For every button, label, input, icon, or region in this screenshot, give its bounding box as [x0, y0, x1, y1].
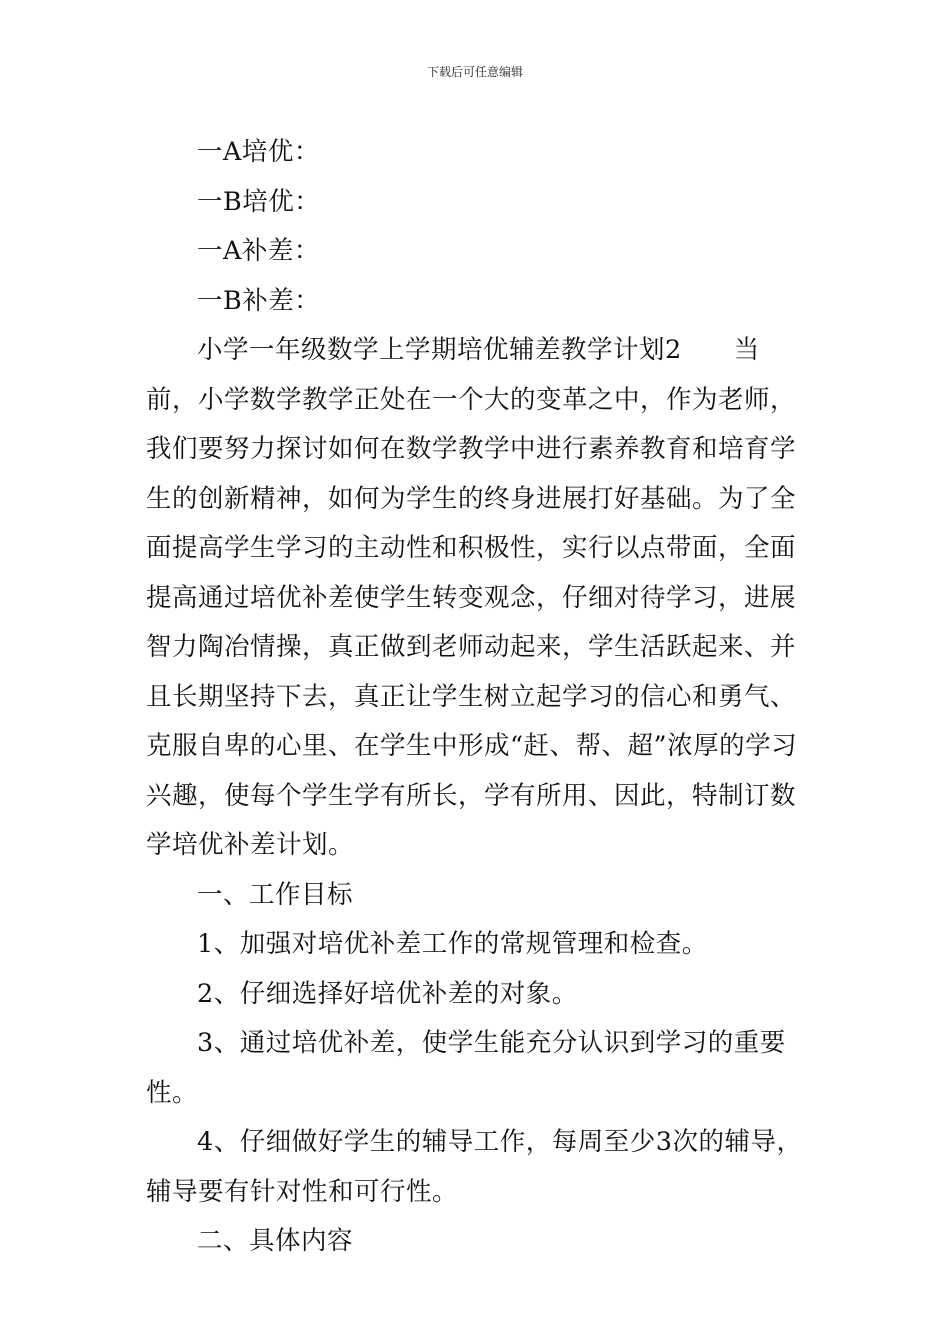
line-b-peiyou: 一B培优：	[197, 186, 321, 217]
page-header: 下载后可任意编辑	[426, 65, 523, 79]
plan-title: 小学一年级数学上学期培优辅差教学计划2	[197, 335, 682, 365]
goal-item-3: 3、通过培优补差，使学生能充分认识到学习的重要性。	[146, 1028, 786, 1108]
document-body	[146, 128, 806, 1267]
section-heading-goals: 一、工作目标	[197, 879, 354, 910]
line-b-bucha: 一B补差：	[197, 285, 321, 316]
plan-paragraph	[146, 326, 806, 871]
goal-item-2: 2、仔细选择好培优补差的对象。	[197, 978, 578, 1009]
section-heading-content: 二、具体内容	[197, 1226, 354, 1256]
line-a-peiyou: 一A培优：	[197, 137, 320, 167]
plan-intro: 当前，小学数学教学正处在一个大的变革之中，作为老师，我们要努力探讨如何在数学教学中进行素养教育和培育学生的创新精神，如何为学生的终身进展打好基础。为了全面提高学生学习的主动性和积极性，实行以点带面，全面提高通过培优补差使学生转变观念，仔细对待学习，进展智力陶冶情操，真正做到老师动起来，学生活跃起来、并且长期坚持下去，真正让学生树立起学习的信心和勇气、克服自卑的心里、在学生中形成“赶、帮、超”浓厚的学习兴趣，使每个学生学有所长，学有所用、因此，特制订数学培优补差计划。	[146, 335, 798, 860]
goal-item-4: 4、仔细做好学生的辅导工作，每周至少3次的辅导，辅导要有针对性和可行性。	[146, 1127, 803, 1207]
line-a-bucha: 一A补差：	[197, 236, 320, 266]
goal-item-1: 1、加强对培优补差工作的常规管理和检查。	[197, 929, 708, 959]
